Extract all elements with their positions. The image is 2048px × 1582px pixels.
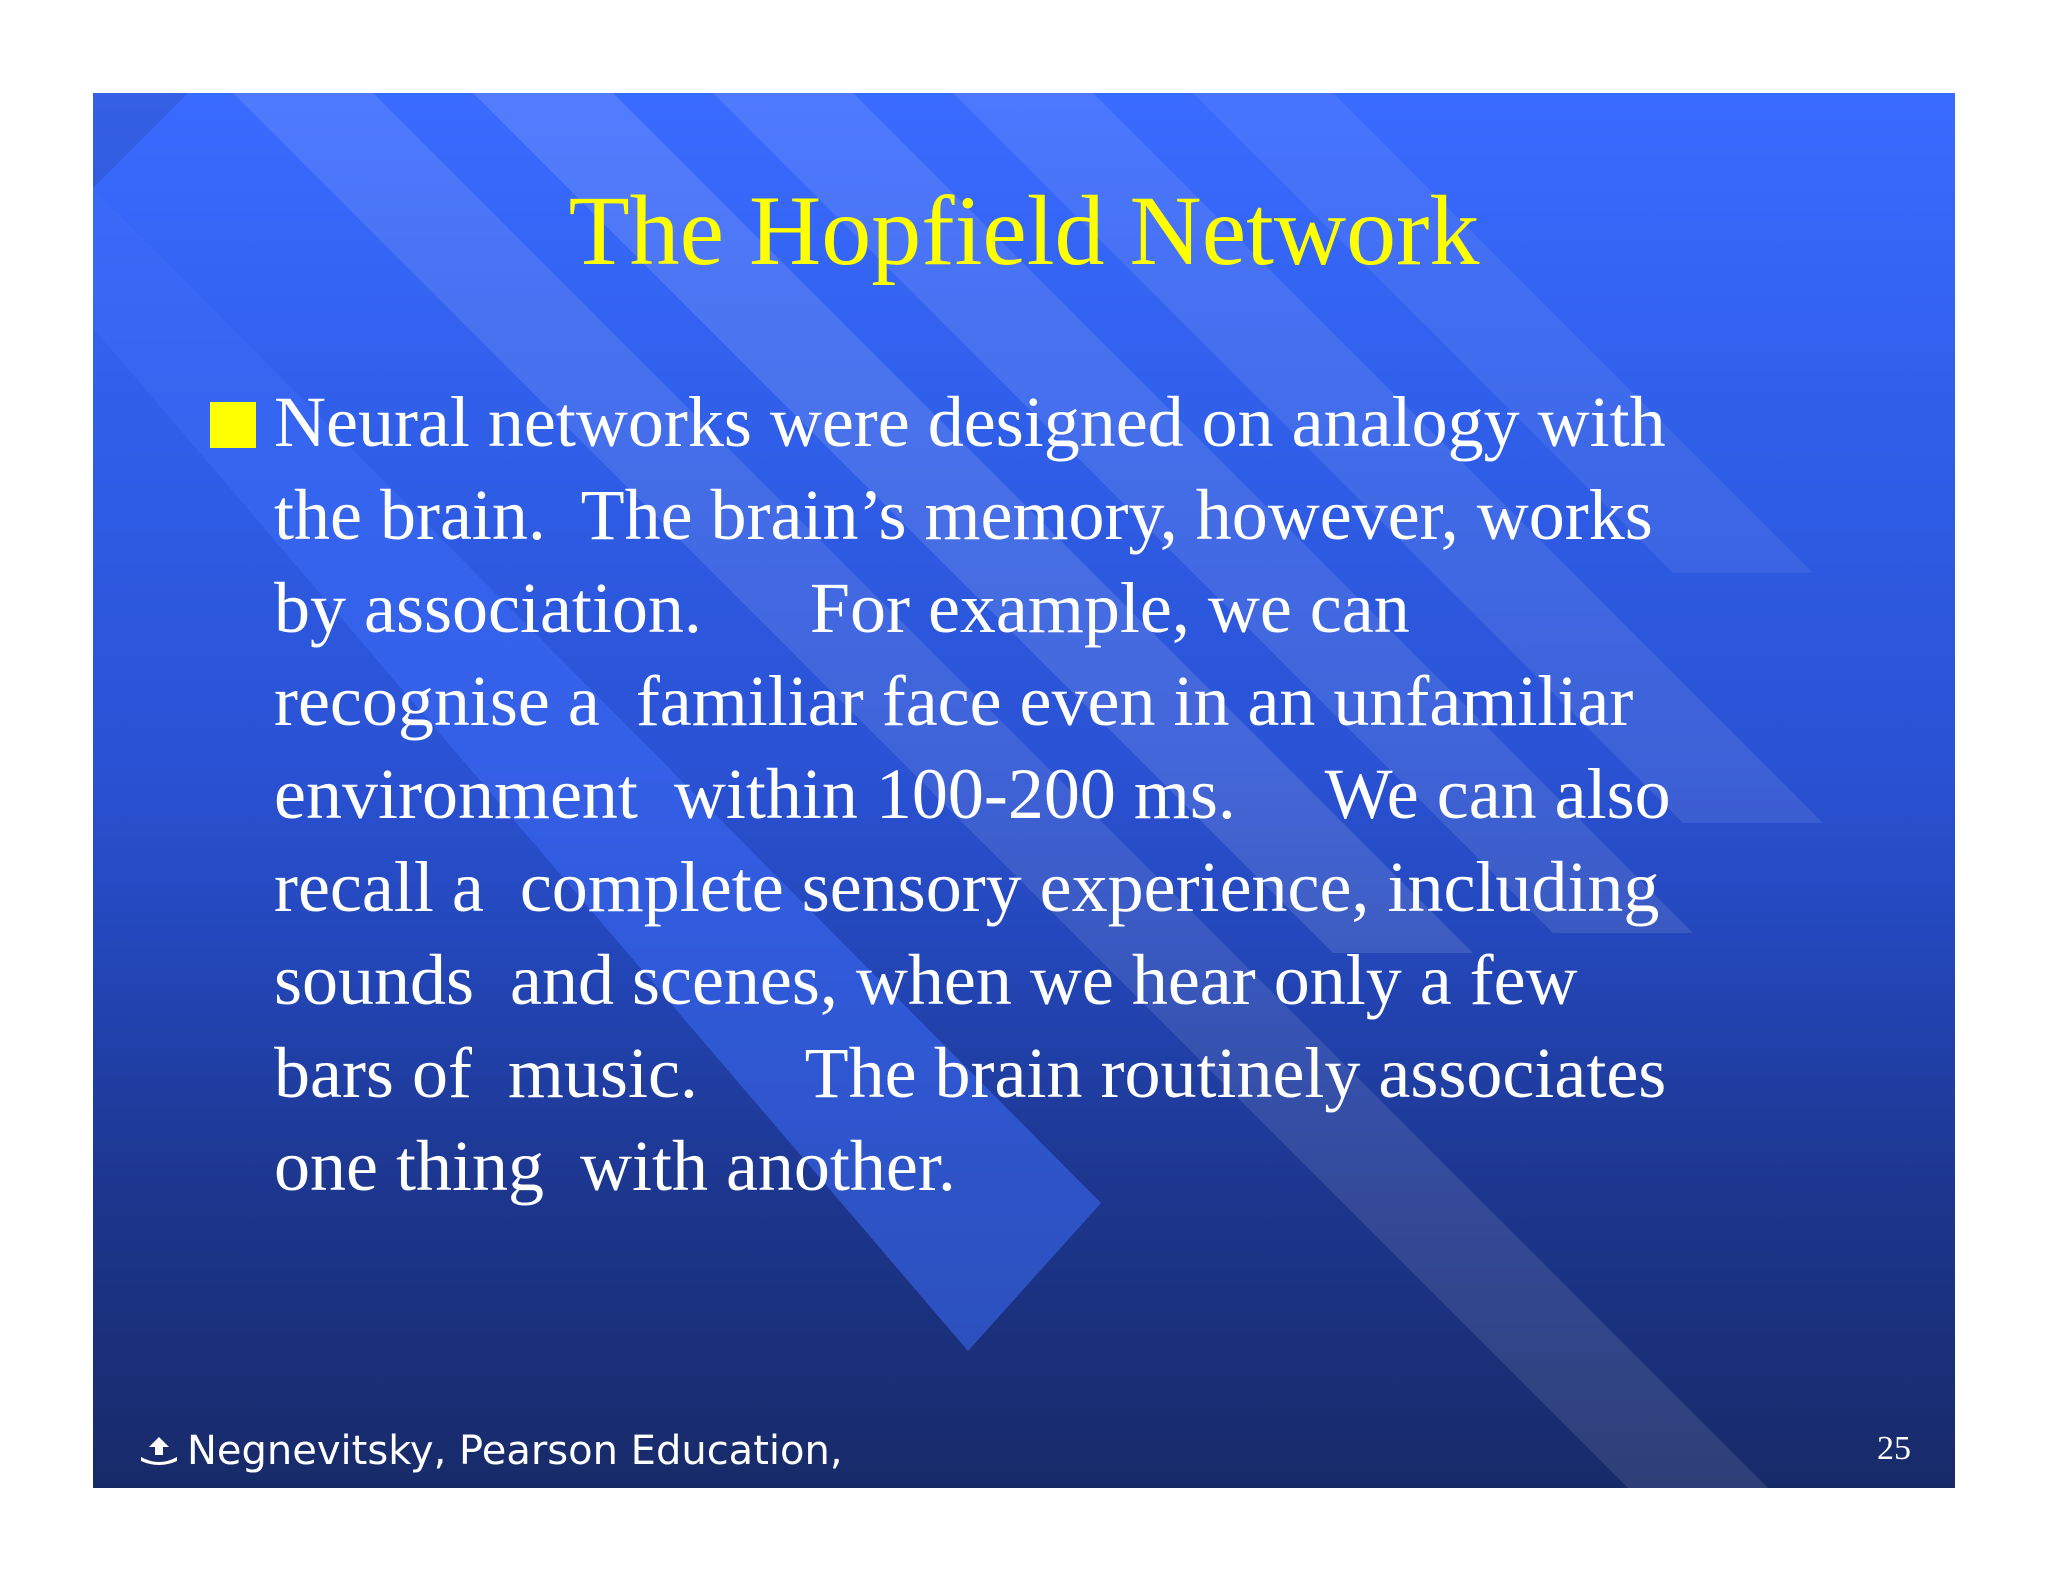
bullet-text-line: recognise a familiar face even in an unfamiliar [274, 661, 1634, 741]
slide-number: 25 [1877, 1430, 1911, 1467]
bullet-text-line: recall a complete sensory experience, including [274, 847, 1660, 927]
bullet-text-line: Neural networks were designed on analogy with [274, 382, 1666, 462]
copyright-symbol-icon [139, 1435, 179, 1467]
slide-title: The Hopfield Network [568, 175, 1480, 286]
bullet-text-line: environment within 100-200 ms. We can also [274, 754, 1671, 834]
slide [93, 93, 1955, 1488]
bullet-square-icon [210, 402, 256, 448]
bullet-text-line: sounds and scenes, when we hear only a few [274, 940, 1578, 1020]
bullet-paragraph [274, 376, 1834, 1213]
footer-text: Negnevitsky, Pearson Education, [187, 1428, 843, 1474]
footer-credit [139, 1426, 843, 1476]
bullet-text-line: one thing with another. [274, 1126, 956, 1206]
bullet-text-line: bars of music. The brain routinely associates [274, 1033, 1667, 1113]
bullet-text-line: the brain. The brain’s memory, however, works [274, 475, 1653, 555]
bullet-text-line: by association. For example, we can [274, 568, 1410, 648]
